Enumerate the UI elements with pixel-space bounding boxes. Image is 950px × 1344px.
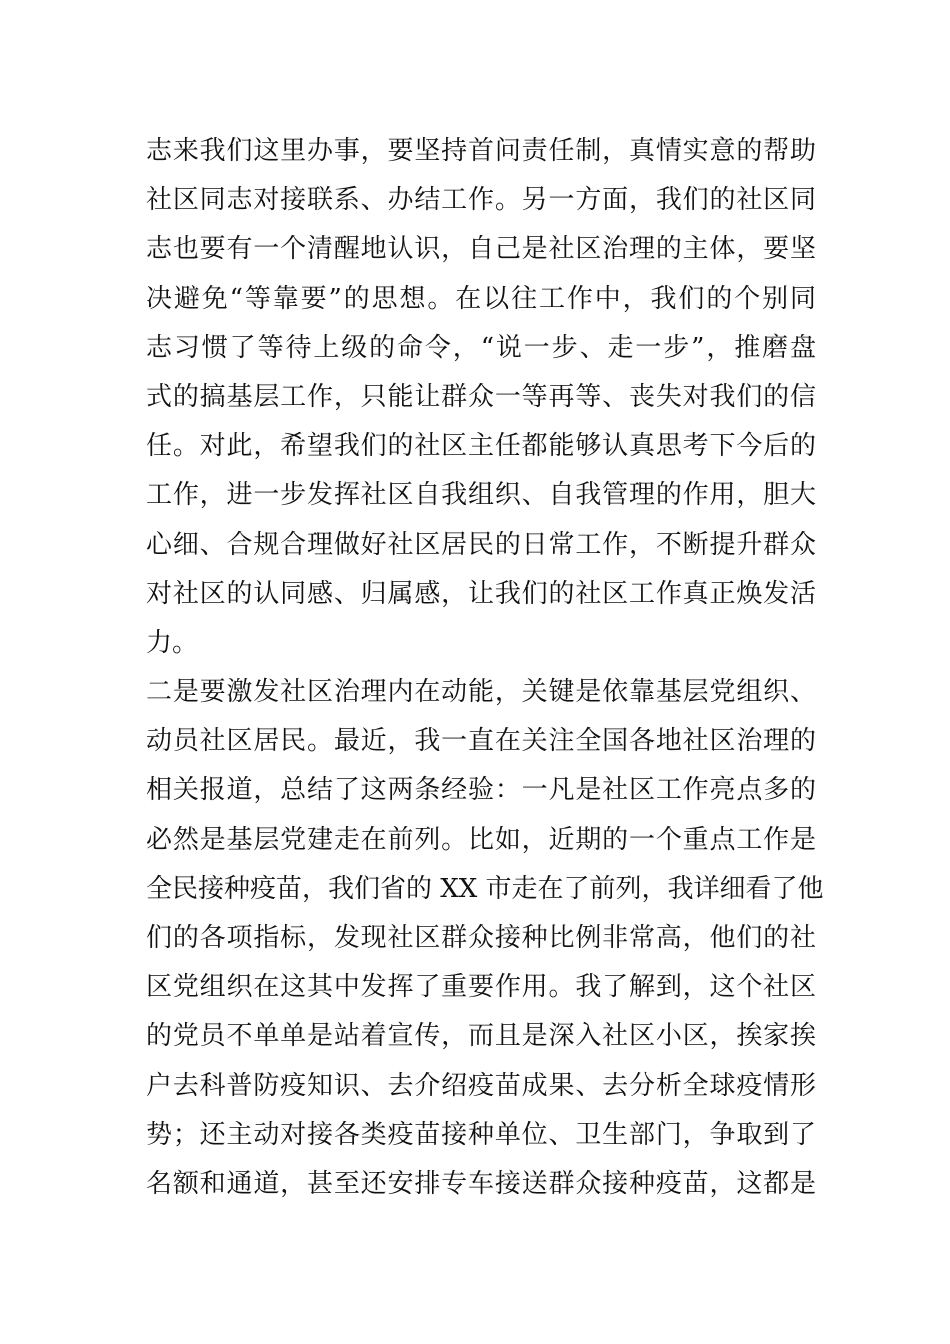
text-line: 任。对此，希望我们的社区主任都能够认真思考下今后的 [146, 431, 816, 462]
text-line: 的党员不单单是站着宣传，而且是深入社区小区，挨家挨 [146, 1021, 816, 1052]
text-line: 志也要有一个清醒地认识，自己是社区治理的主体，要坚 [146, 234, 816, 265]
text-line: 区党组织在这其中发挥了重要作用。我了解到，这个社区 [146, 972, 816, 1003]
text-line: 志习惯了等待上级的命令，“说一步、走一步”，推磨盘 [146, 332, 816, 363]
text-line: 势；还主动对接各类疫苗接种单位、卫生部门，争取到了 [146, 1119, 816, 1150]
text-line: 心细、合规合理做好社区居民的日常工作，不断提升群众 [146, 529, 816, 560]
text-line: 全民接种疫苗，我们省的 XX 市走在了前列，我详细看了他 [146, 873, 824, 904]
text-line: 工作，进一步发挥社区自我组织、自我管理的作用，胆大 [146, 480, 816, 511]
text-line: 社区同志对接联系、办结工作。另一方面，我们的社区同 [146, 185, 816, 216]
text-line: 相关报道，总结了这两条经验：一凡是社区工作亮点多的 [146, 775, 816, 806]
text-line: 力。 [146, 627, 199, 658]
text-line: 决避免“等靠要”的思想。在以往工作中，我们的个别同 [146, 283, 816, 314]
text-line: 动员社区居民。最近，我一直在关注全国各地社区治理的 [146, 726, 816, 757]
text-line: 必然是基层党建走在前列。比如，近期的一个重点工作是 [146, 824, 816, 855]
text-line: 对社区的认同感、归属感，让我们的社区工作真正焕发活 [146, 578, 816, 609]
text-line: 名额和通道，甚至还安排专车接送群众接种疫苗，这都是 [146, 1168, 816, 1199]
text-line: 们的各项指标，发现社区群众接种比例非常高，他们的社 [146, 923, 816, 953]
text-line: 二是要激发社区治理内在动能，关键是依靠基层党组织、 [146, 677, 816, 708]
body-text [146, 127, 824, 1209]
text-line: 户去科普防疫知识、去介绍疫苗成果、去分析全球疫情形 [146, 1070, 816, 1101]
text-line: 志来我们这里办事，要坚持首问责任制，真情实意的帮助 [146, 136, 816, 166]
text-line: 式的搞基层工作，只能让群众一等再等、丧失对我们的信 [146, 381, 816, 412]
